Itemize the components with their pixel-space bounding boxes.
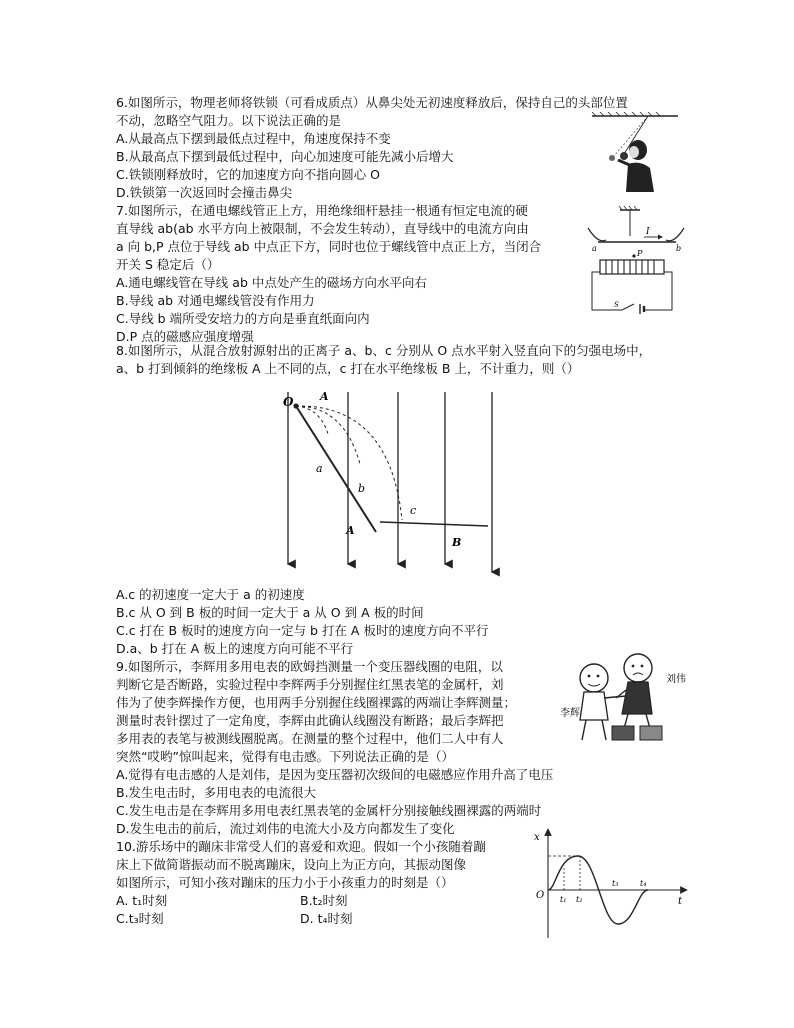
q8-label-a-top: A <box>320 390 329 403</box>
q7-stem-line2: 直导线 ab(ab 水平方向上被限制，不会发生转动），直导线中的电流方向由 <box>116 221 529 236</box>
q7-label-s: S <box>614 301 619 309</box>
q10-label-t1: t₁ <box>560 895 567 904</box>
q7-label-current: I <box>646 227 650 237</box>
q9-cartoon-figure <box>556 644 706 748</box>
q7-stem-line1: 7.如图所示，在通电螺线管正上方，用绝缘细杆悬挂一根通有恒定电流的硬 <box>116 203 528 218</box>
q9-option-a: A.觉得有电击感的人是刘伟，是因为变压器初次级间的电磁感应作用升高了电压 <box>116 767 554 782</box>
q8-stem-line1: 8.如图所示，从混合放射源射出的正离子 a、b、c 分别从 O 点水平射入竖直向下的匀强电场中， <box>116 343 652 358</box>
q9-stem-line2: 判断它是否断路，实验过程中李辉两手分别握住红黑表笔的金属杆，刘 <box>116 677 504 692</box>
q10-label-o: O <box>536 890 545 901</box>
q9-stem-line5: 多用表的表笔与被测线圈脱离。在测量的整个过程中，他们二人中有人 <box>116 731 504 746</box>
q10-option-a: A. t₁时刻 <box>116 893 168 908</box>
q10-option-d: D. t₄时刻 <box>300 911 353 926</box>
q8-label-o: O <box>283 395 294 409</box>
q9-option-d: D.发生电击的前后，流过刘伟的电流大小及方向都发生了变化 <box>116 821 455 836</box>
q7-label-b: b <box>676 244 682 253</box>
q10-vibration-graph <box>530 826 690 942</box>
q6-pendulum-figure <box>588 112 680 194</box>
q9-stem-line6: 突然“哎哟”惊叫起来，觉得有电击感。下列说法正确的是（） <box>116 749 454 764</box>
q9-option-b: B.发生电击时，多用电表的电流很大 <box>116 785 317 800</box>
q8-label-plate-a: A <box>346 524 355 537</box>
q7-option-b: B.导线 ab 对通电螺线管没有作用力 <box>116 293 315 308</box>
q8-electric-field-figure <box>280 384 510 580</box>
q8-stem-line2: a、b 打到倾斜的绝缘板 A 上不同的点，c 打在水平绝缘板 B 上，不计重力，则（） <box>116 361 580 376</box>
q10-label-t3: t₃ <box>612 879 619 888</box>
q8-option-b: B.c 从 O 到 B 板的时间一定大于 a 从 O 到 A 板的时间 <box>116 605 424 620</box>
q6-option-c: C.铁锁刚释放时，它的加速度方向不指向圆心 O <box>116 167 381 182</box>
q8-label-plate-b: B <box>452 536 462 549</box>
q8-option-a: A.c 的初速度一定大于 a 的初速度 <box>116 587 305 602</box>
q8-label-a: a <box>316 462 323 475</box>
q10-stem-line2: 床上下做简谐振动而不脱离蹦床，设向上为正方向，其振动图像 <box>116 857 467 872</box>
q7-stem-line4: 开关 S 稳定后（） <box>116 257 220 272</box>
q8-label-b: b <box>358 482 366 495</box>
q10-label-t4: t₄ <box>640 879 647 888</box>
q10-option-b: B.t₂时刻 <box>300 893 348 908</box>
q8-option-d: D.a、b 打在 A 板上的速度方向可能不平行 <box>116 641 354 656</box>
q6-option-d: D.铁锁第一次返回时会撞击鼻尖 <box>116 185 293 200</box>
q7-stem-line3: a 向 b,P 点位于导线 ab 中点正下方，同时也位于螺线管中点正上方，当闭合 <box>116 239 542 254</box>
q7-option-a: A.通电螺线管在导线 ab 中点处产生的磁场方向水平向右 <box>116 275 427 290</box>
q6-stem-line1: 6.如图所示，物理老师将铁锁（可看成质点）从鼻尖处无初速度释放后，保持自己的头部位置 <box>116 95 628 110</box>
q6-stem-line2: 不动，忽略空气阻力。以下说法正确的是 <box>116 113 342 128</box>
q10-label-x: x <box>534 832 540 843</box>
q7-option-c: C.导线 b 端所受安培力的方向是垂直纸面向内 <box>116 311 370 326</box>
q7-label-a: a <box>592 244 597 253</box>
q8-label-c: c <box>410 504 417 517</box>
q10-label-t2: t₂ <box>576 895 583 904</box>
q10-stem-line1: 10.游乐场中的蹦床非常受人们的喜爱和欢迎。假如一个小孩随着蹦 <box>116 839 486 854</box>
q7-option-d: D.P 点的磁感应强度增强 <box>116 329 254 344</box>
q9-stem-line4: 测量时表针摆过了一定角度，李辉由此确认线圈没有断路；最后李辉把 <box>116 713 504 728</box>
q9-label-liuwei: 刘伟 <box>666 674 686 685</box>
q10-option-c: C.t₃时刻 <box>116 911 164 926</box>
q6-option-b: B.从最高点下摆到最低过程中，向心加速度可能先减小后增大 <box>116 149 454 164</box>
q9-option-c: C.发生电击是在李辉用多用电表红黑表笔的金属杆分别接触线圈裸露的两端时 <box>116 803 542 818</box>
q9-stem-line3: 伟为了使李辉操作方便，也用两手分别握住线圈裸露的两端让李辉测量； <box>116 695 517 710</box>
q6-option-a: A.从最高点下摆到最低点过程中，角速度保持不变 <box>116 131 391 146</box>
q7-label-p: P <box>637 249 643 258</box>
q7-solenoid-figure <box>584 204 688 314</box>
q8-option-c: C.c 打在 B 板时的速度方向一定与 b 打在 A 板时的速度方向不平行 <box>116 623 489 638</box>
q9-label-lihui: 李辉 <box>560 708 580 719</box>
q10-stem-line3: 如图所示，可知小孩对蹦床的压力小于小孩重力的时刻是（） <box>116 875 454 890</box>
q9-stem-line1: 9.如图所示，李辉用多用电表的欧姆挡测量一个变压器线圈的电阻，以 <box>116 659 503 674</box>
q10-label-t: t <box>678 896 683 907</box>
